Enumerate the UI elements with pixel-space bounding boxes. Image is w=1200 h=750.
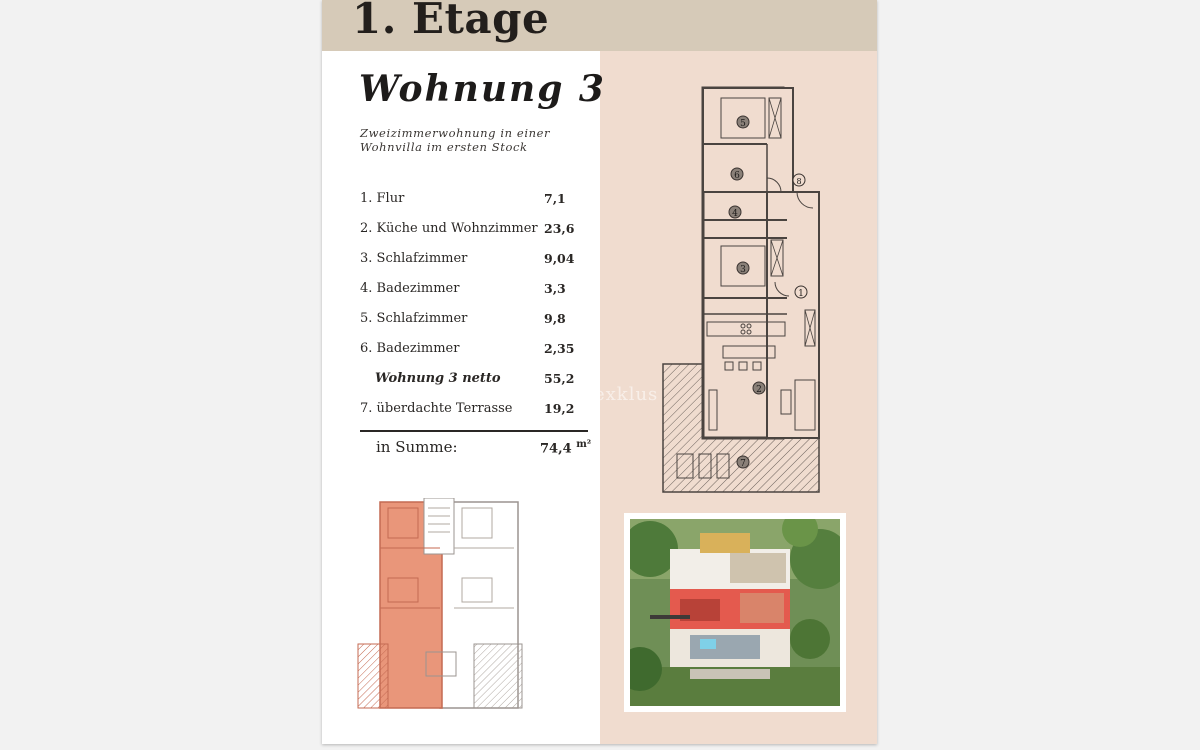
room-row [360, 218, 590, 248]
floor-header [322, 0, 877, 51]
brochure-page [322, 0, 877, 744]
room-row [360, 278, 590, 308]
room-area: 19,2 [544, 401, 575, 416]
apartment-title: Wohnung 3 [359, 68, 606, 110]
room-area: 7,1 [544, 191, 566, 206]
room-row [360, 338, 590, 368]
subtitle-line-1: Zweizimmerwohnung in einer [360, 126, 551, 140]
room-area: 2,35 [544, 341, 575, 356]
netto-area: 55,2 [544, 371, 575, 386]
room-label: 2. Küche und Wohnzimmer [360, 221, 538, 236]
room-label: 7. überdachte Terrasse [360, 401, 513, 416]
room-list [360, 188, 590, 428]
room-row [360, 188, 590, 218]
apartment-subtitle [360, 126, 580, 154]
svg-text:2: 2 [756, 385, 762, 395]
total-divider [360, 430, 588, 432]
floor-plan [657, 82, 827, 496]
watermark-text: exklus [594, 384, 659, 405]
room-area: 9,04 [544, 251, 575, 266]
room-marker-8 [793, 174, 805, 186]
svg-text:5: 5 [740, 119, 746, 129]
netto-row [360, 368, 590, 398]
total-area [540, 439, 591, 456]
room-area: 23,6 [544, 221, 575, 236]
room-label: 3. Schlafzimmer [360, 251, 468, 266]
svg-text:8: 8 [796, 177, 802, 186]
key-plan [354, 498, 524, 710]
room-row [360, 398, 590, 428]
svg-text:1: 1 [798, 289, 804, 299]
total-unit: m² [576, 439, 592, 450]
svg-text:4: 4 [732, 209, 738, 219]
right-wing [767, 192, 819, 438]
room-label: 6. Badezimmer [360, 341, 460, 356]
room-area: 9,8 [544, 311, 566, 326]
total-label: in Summe: [376, 438, 458, 456]
rendering-image [630, 519, 840, 706]
svg-text:7: 7 [740, 459, 746, 469]
svg-text:6: 6 [734, 171, 740, 181]
room-row [360, 248, 590, 278]
netto-label: Wohnung 3 netto [375, 371, 501, 386]
room-label: 4. Badezimmer [360, 281, 460, 296]
svg-text:3: 3 [740, 265, 746, 275]
total-value: 74,4 [540, 441, 572, 457]
room-row [360, 308, 590, 338]
subtitle-line-2: Wohnvilla im ersten Stock [360, 140, 528, 154]
floor-title: 1. Etage [352, 0, 550, 43]
room-label: 1. Flur [360, 191, 405, 206]
room-label: 5. Schlafzimmer [360, 311, 468, 326]
building-rendering [624, 513, 846, 712]
keyplan-stairwell [424, 498, 454, 554]
room-area: 3,3 [544, 281, 566, 296]
